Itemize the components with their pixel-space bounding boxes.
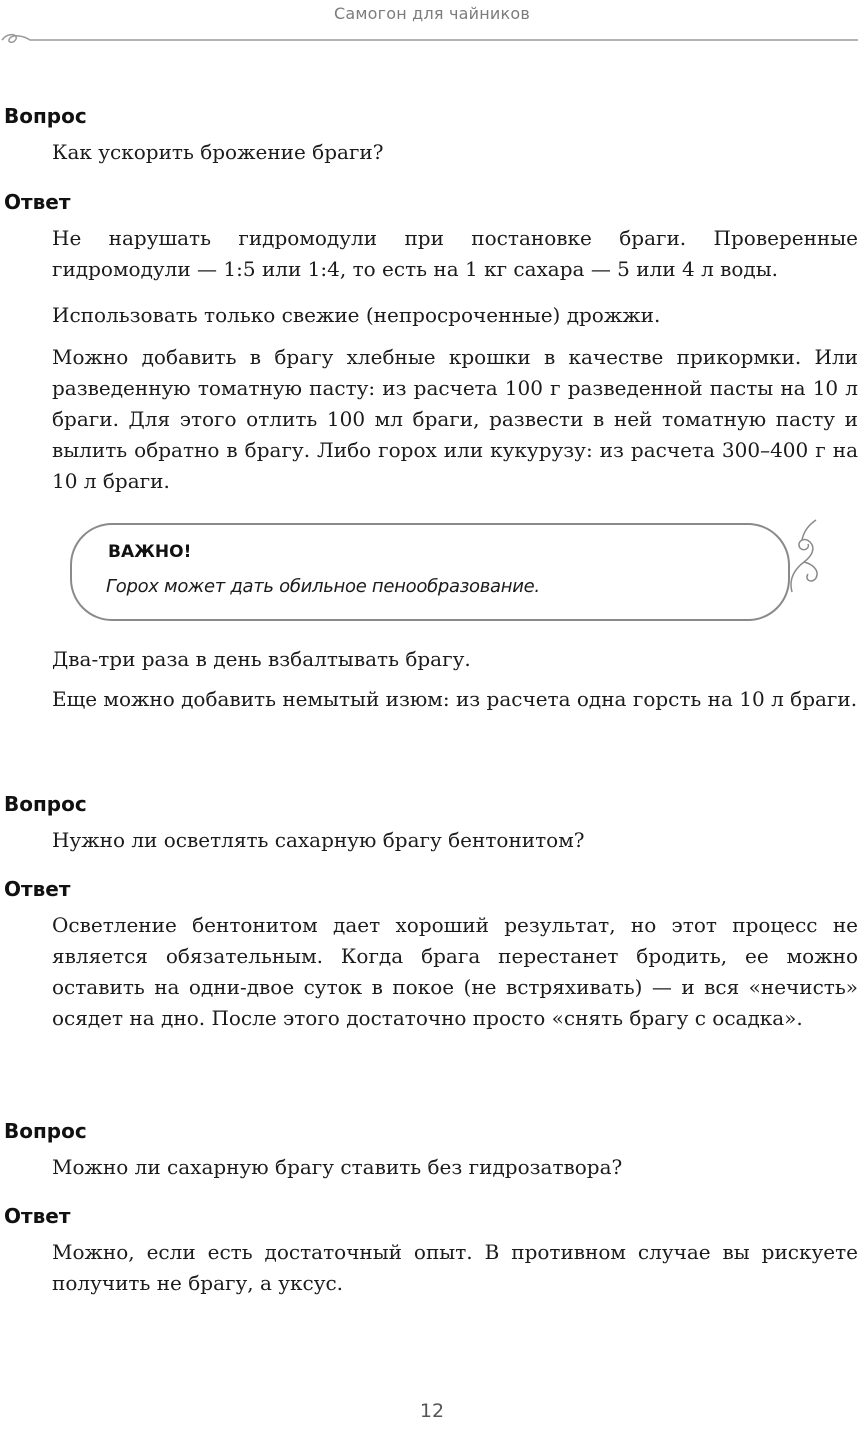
page-number: 12 — [419, 1400, 445, 1422]
answer-paragraph-1-2: Использовать только свежие (непросроченные) дрожжи. — [52, 303, 661, 327]
question-label-2: Вопрос — [4, 792, 87, 816]
running-header-title: Самогон для чайников — [334, 4, 530, 23]
answer-paragraph-2-1: Осветление бентонитом дает хороший результат, но этот процесс не является обязательным. Когда брага перестанет бродить, ее можно оставить на одни-двое суток в покое (не встряхивать) — и вся «нечисть» осядет на дно. После этого достаточно просто «снять брагу с осадка». — [52, 913, 858, 1030]
note-title: ВАЖНО! — [108, 542, 192, 562]
header-ornament-rule-icon — [0, 28, 864, 48]
answer-paragraph-3-1: Можно, если есть достаточный опыт. В противном случае вы рискуете получить не брагу, а уксус. — [52, 1240, 858, 1295]
answer-paragraph-1-5: Еще можно добавить немытый изюм: из расчета одна горсть на 10 л браги. — [52, 687, 858, 711]
note-text: Горох может дать обильное пенообразование. — [106, 576, 540, 597]
question-text-2: Нужно ли осветлять сахарную брагу бентонитом? — [52, 828, 585, 852]
answer-label-1: Ответ — [4, 190, 71, 214]
question-label-1: Вопрос — [4, 104, 87, 128]
answer-label-3: Ответ — [4, 1204, 71, 1228]
answer-paragraph-1-1: Не нарушать гидромодули при постановке браги. Проверенные гидромодули — 1:5 или 1:4, то есть на 1 кг сахара — 5 или 4 л воды. — [52, 226, 858, 281]
answer-paragraph-1-3: Можно добавить в брагу хлебные крошки в качестве прикормки. Или разведенную томатную пасту: из расчета 100 г разведенной пасты на 10 л браги. Для этого отлить 100 мл браги, развести в ней томатную пасту и вылить обратно в брагу. Либо горох или кукурузу: из расчета 300–400 г на 10 л браги. — [52, 345, 858, 493]
question-text-3: Можно ли сахарную брагу ставить без гидрозатвора? — [52, 1155, 623, 1179]
important-note-box — [70, 523, 790, 621]
swirl-ornament-icon — [786, 518, 826, 594]
answer-paragraph-1-4: Два-три раза в день взбалтывать брагу. — [52, 647, 471, 671]
question-label-3: Вопрос — [4, 1119, 87, 1143]
question-text-1: Как ускорить брожение браги? — [52, 140, 384, 164]
answer-label-2: Ответ — [4, 877, 71, 901]
